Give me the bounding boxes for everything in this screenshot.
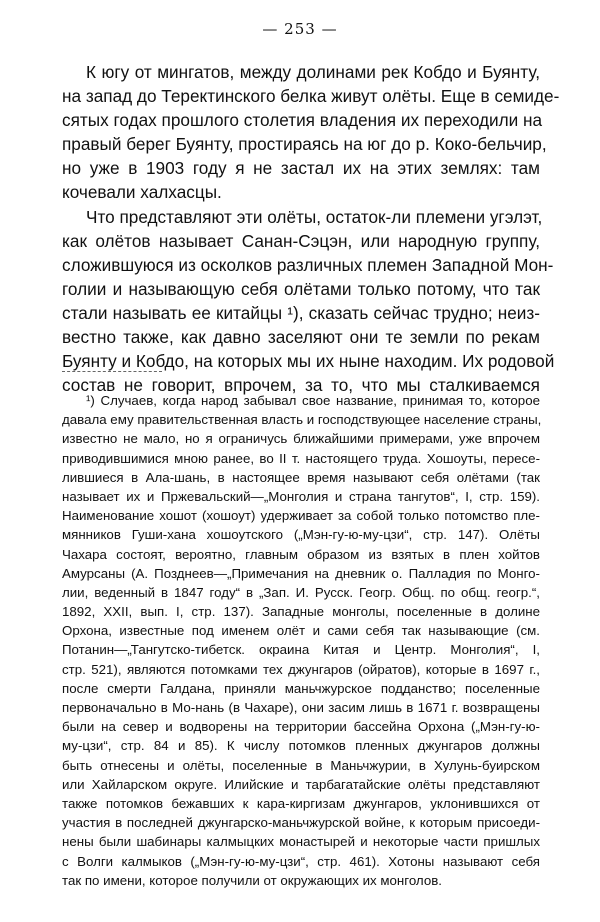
footnote-line: первоначально в Мо-нань (в Чахаре), они засим лишь в 1671 г. возвращены — [62, 700, 540, 715]
footnote-line: называет их и Пржевальский—„Монголия и страна тангутов“, I, стр. 159). — [62, 488, 540, 504]
footnote-line: стр. 521), являются потомками тех джунгаров (ойратов), которые в 1697 г., — [62, 661, 540, 677]
text-line: но уже в 1903 году я не застал их на этих землях: там — [62, 158, 540, 179]
text-line: правый берег Буянту, простираясь на юг до р. Коко-бельчир, — [62, 134, 547, 155]
footnote-line: так по имени, которое получили от окружающих их монголов. — [62, 872, 442, 888]
footnote-line: Наименование хошот (хошоут) удерживает за собой только потомство пле- — [62, 508, 540, 524]
footnote-line: му-цзи“, стр. 84 и 85). К числу потомков пленных джунгаров должны — [62, 738, 540, 754]
text-line: Что представляют эти олёты, остаток-ли племени угэлэт, — [86, 206, 543, 227]
footnote-line: также потомков бежавших к кара-киргизам джунгаров, уклонившихся от — [62, 795, 540, 811]
footnote-line: участия в последней джунгарско-маньчжурской войне, к которым присоеди- — [62, 815, 540, 831]
footnote-line: лившиеся в Ала-шань, в настоящее время называют себя олётами (так — [62, 469, 540, 485]
footnote-line: известно не мало, но я ограничусь ближайшими примерами, уже впрочем — [62, 431, 540, 447]
footnotes — [62, 391, 540, 890]
footnote-separator — [62, 371, 162, 372]
footnote-line: с Волги калмыков („Мэн-гу-ю-му-цзи“, стр. 461). Хотоны называют себя — [62, 853, 540, 869]
footnote-line: были на север и водворены на территории бассейна Орхона („Мэн-гу-ю- — [62, 719, 540, 735]
text-line: сложившуюся из осколков различных племен Западной Мон- — [62, 254, 554, 275]
text-line: голии и называющую себя олётами только потому, что так — [62, 278, 540, 299]
footnote-line: после смерти Галдана, приняли маньчжурское подданство; поселенные — [62, 680, 540, 696]
text-line: кочевали халхасцы. — [62, 182, 222, 203]
text-line: вестно также, как давно заселяют они те земли по рекам — [62, 327, 540, 348]
text-line: состав не говорит, впрочем, за то, что мы сталкиваемся — [62, 375, 540, 396]
footnote-line: 1892, XXII, вып. I, стр. 137). Западные монголы, поселенные в долине — [62, 604, 540, 620]
footnote-line: Потанин—„Тангутско-тибетск. окраина Китая и Центр. Монголия“, I, — [62, 642, 540, 658]
footnote-line: Орхона, известные под именем олёт и сами себя так называющие (см. — [62, 623, 540, 639]
footnote-line: быть отнесены и олёты, поселенные в Маньчжурии, в Хулунь-буирском — [62, 757, 540, 773]
text-line: К югу от мингатов, между долинами рек Кобдо и Буянту, — [86, 62, 540, 82]
footnote-line: нены были шабинары калмыцких монастырей и некоторые части пришлых — [62, 834, 540, 850]
footnote-line: Амурсаны (А. Позднеев—„Примечания на дневник о. Палладия по Монго- — [62, 565, 540, 581]
footnote-line: лии, веденный в 1847 году“ в „Зап. И. Русск. Геогр. Общ. по общ. геогр.“, — [62, 584, 540, 600]
text-line: сятых годах прошлого столетия владения их переходили на — [62, 110, 543, 131]
text-line: как олётов называет Санан-Сэцэн, или народную группу, — [62, 230, 540, 251]
footnote-line: Чахара состоят, вероятно, главным образом из взятых в плен хойтов — [62, 546, 540, 562]
text-line: на запад до Теректинского белка живут олёты. Еще в семиде- — [62, 86, 560, 107]
main-text — [62, 60, 560, 397]
page-number: — 253 — — [262, 20, 338, 38]
footnote-line: приводившимися мною ранее, во II т. настоящего труда. Хошоуты, пересе- — [62, 450, 540, 466]
footnote-line: ¹) Случаев, когда народ забывал свое название, принимая то, которое — [86, 393, 540, 408]
text-line: стали называть ее китайцы ¹), сказать сейчас трудно; неиз- — [62, 302, 540, 323]
text-line: Буянту и Кобдо, на которых мы их ныне находим. Их родовой — [62, 351, 555, 372]
footnote-line: давала ему правительственная власть и господствующее население страны, — [62, 412, 542, 428]
footnote-line: или Хайларском округе. Илийские и тарбагатайские олёты представляют — [62, 776, 540, 792]
footnote-line: мянников Гуши-хана хошоутского („Мэн-гу-ю-му-цзи“, стр. 147). Олёты — [62, 527, 540, 543]
